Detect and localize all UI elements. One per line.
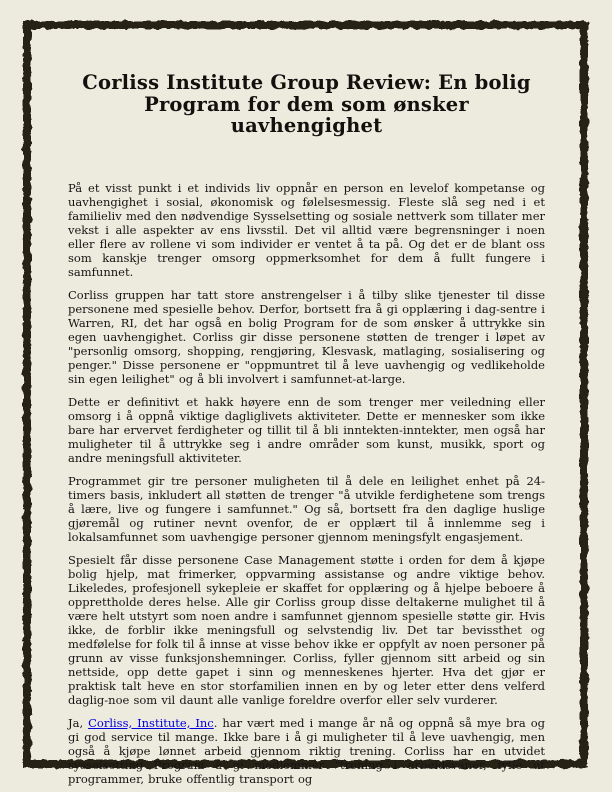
body-paragraph-3: Dette er definitivt et hakk høyere enn de som trenger mer veiledning eller omsorg i å oppnå viktige dagliglivets aktiviteter. Dette er mennesker som ikke bare har ervervet ferdigheter og tillit til å bli inntekten-inntekter, men også har muligheter til å uttrykke seg i andre områder som kunst, musikk, sport og andre meningsfull aktiviteter.: [68, 394, 545, 465]
body-text: [68, 181, 545, 786]
body-paragraph-6: [68, 716, 545, 786]
body-paragraph-2: Corliss gruppen har tatt store anstrengelser i å tilby slike tjenester til disse personene med spesielle behov. Derfor, bortsett fra å gi opplæring i dag-sentre i Warren, RI, det har også en bolig Program for de som ønsker å uttrykke sin egen uavhengighet. Corliss gir disse personene støtten de trenger i løpet av "personlig omsorg, shopping, rengjøring, Klesvask, matlaging, sosialisering og penger." Disse personene er "oppmuntret til å leve uavhengig og vedlikeholde sin egen leilighet" og å bli involvert i samfunnet-at-large.: [68, 287, 545, 386]
corliss-institute-link[interactable]: Corliss, Institute, Inc: [88, 715, 214, 730]
body-paragraph-1: På et visst punkt i et individs liv oppnår en person en levelof kompetanse og uavhengighet i sosial, økonomisk og følelsesmessig. Fleste slå seg ned i et familieliv med den nødvendige Sysselsetting og sosiale nettverk som tillater mer vekst i alle aspekter av ens livsstil. Det vil alltid være begrensninger i noen eller flere av rollene vi som individer er ventet å ta på. Og det er de blant oss som kanskje trenger omsorg oppmerksomhet for dem å fullt fungere i samfunnet.: [68, 180, 545, 279]
closing-suffix-text: . har vært med i mange år nå og oppnå så mye bra og gi god service til mange. Ikke bare i å gi muligheter til å leve uavhengig, men også å kjøpe lønnet arbeid gjennom riktig trening. Corliss har en utvidet sysselsetting Program å gi medlemmer "trening i arbeidsvaner, fylle ut programmer, bruke offentlig transport og: [68, 715, 545, 786]
body-paragraph-5: Spesielt får disse personene Case Management støtte i orden for dem å kjøpe bolig hjelp, mat frimerker, oppvarming assistanse og andre viktige behov. Likeledes, profesjonell sykepleie er skaffet for opplæring og å hjelpe beboere å opprettholde deres helse. Alle gir Corliss group disse deltakerne mulighet til å være helt utstyrt som noen andre i samfunnet gjennom spesielle støtte gir. Hvis ikke, de forblir ikke meningsfull og selvstendig liv. Det tar bevissthet og medfølelse for folk til å innse at visse behov ikke er oppfylt av noen personer på grunn av visse funksjonshemninger. Corliss, fyller gjennom sitt arbeid og sin nettside, opp dette gapet i sinn og menneskenes hjerter. Hva det gjør er praktisk talt heve en stor storfamilien innen en by og leter etter dens velferd daglig-noe som vil daunt alle vanlige foreldre overfor eller selv vurderer.: [68, 552, 545, 707]
document-content: [68, 0, 545, 786]
page-title: Corliss Institute Group Review: En bolig Program for dem som ønsker uavhengighet: [82, 71, 531, 137]
body-paragraph-4: Programmet gir tre personer muligheten til å dele en leilighet enhet på 24-timers basis, inkludert all støtten de trenger "å utvikle ferdighetene som trengs å lære, live og fungere i samfunnet." Og så, bortsett fra den daglige huslige gjøremål og rutiner nevnt ovenfor, de er opplært til å innlemme seg i lokalsamfunnet som uavhengige personer gjennom meningsfylt engasjement.: [68, 473, 545, 544]
closing-prefix-text: Ja,: [68, 715, 89, 730]
